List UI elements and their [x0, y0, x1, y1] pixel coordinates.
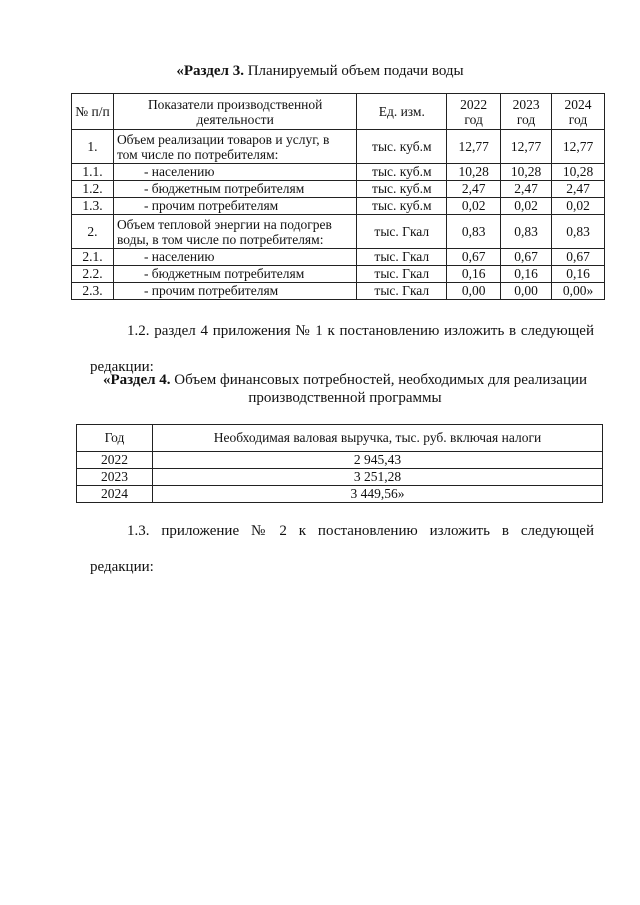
row-name: - бюджетным потребителям — [113, 181, 356, 198]
section3-title-text: Планируемый объем подачи воды — [243, 63, 464, 79]
row-2022: 0,16 — [447, 266, 501, 283]
financial-needs-table — [76, 424, 603, 503]
row-revenue: 2 945,43 — [153, 452, 603, 469]
header-2023: 2023 год — [501, 94, 552, 130]
row-num: 1.3. — [72, 198, 114, 215]
row-name: Объем реализации товаров и услуг, в том числе по потребителям: — [113, 130, 356, 164]
table-row — [72, 266, 605, 283]
table-row — [72, 130, 605, 164]
row-2024: 0,02 — [552, 198, 605, 215]
row-name: - прочим потребителям — [113, 198, 356, 215]
table-row — [77, 452, 603, 469]
section3-prefix: «Раздел 3. — [176, 63, 244, 79]
row-2024: 0,83 — [552, 215, 605, 249]
row-num: 1.2. — [72, 181, 114, 198]
section3-title — [0, 63, 640, 80]
row-name: - бюджетным потребителям — [113, 266, 356, 283]
row-unit: тыс. Гкал — [357, 266, 447, 283]
row-2022: 12,77 — [447, 130, 501, 164]
row-num: 2. — [72, 215, 114, 249]
row-2023: 10,28 — [501, 164, 552, 181]
row-num: 2.1. — [72, 249, 114, 266]
row-unit: тыс. Гкал — [357, 249, 447, 266]
row-unit: тыс. куб.м — [357, 181, 447, 198]
row-unit: тыс. Гкал — [357, 283, 447, 300]
section4-title-text: Объем финансовых потребностей, необходимых для реализации производственной программы — [170, 372, 588, 406]
row-num: 2.3. — [72, 283, 114, 300]
row-num: 2.2. — [72, 266, 114, 283]
row-unit: тыс. куб.м — [357, 130, 447, 164]
header-indicator: Показатели производственной деятельности — [113, 94, 356, 130]
row-revenue: 3 251,28 — [153, 469, 603, 486]
row-num: 1.1. — [72, 164, 114, 181]
row-unit: тыс. Гкал — [357, 215, 447, 249]
water-supply-table — [71, 93, 605, 300]
row-2023: 0,02 — [501, 198, 552, 215]
row-2024: 0,67 — [552, 249, 605, 266]
header-2024: 2024 год — [552, 94, 605, 130]
row-2024: 0,00» — [552, 283, 605, 300]
row-unit: тыс. куб.м — [357, 198, 447, 215]
row-2022: 0,00 — [447, 283, 501, 300]
row-2022: 0,83 — [447, 215, 501, 249]
row-2023: 0,16 — [501, 266, 552, 283]
row-2023: 0,67 — [501, 249, 552, 266]
row-2023: 2,47 — [501, 181, 552, 198]
table-row — [72, 215, 605, 249]
row-name: - населению — [113, 249, 356, 266]
header-num: № п/п — [72, 94, 114, 130]
table-row — [77, 486, 603, 503]
paragraph-1-3 — [90, 522, 594, 576]
paragraph-1-2-line2: редакции: — [90, 359, 154, 375]
row-name: - прочим потребителям — [113, 283, 356, 300]
table-row — [72, 283, 605, 300]
paragraph-1-2 — [90, 322, 594, 376]
header-unit: Ед. изм. — [357, 94, 447, 130]
row-2024: 12,77 — [552, 130, 605, 164]
row-year: 2024 — [77, 486, 153, 503]
row-revenue: 3 449,56» — [153, 486, 603, 503]
row-2022: 0,02 — [447, 198, 501, 215]
paragraph-1-3-line2: редакции: — [90, 559, 154, 575]
row-2024: 0,16 — [552, 266, 605, 283]
row-name: - населению — [113, 164, 356, 181]
header-2022: 2022 год — [447, 94, 501, 130]
table-row — [72, 198, 605, 215]
table-header-row — [72, 94, 605, 130]
row-year: 2022 — [77, 452, 153, 469]
row-year: 2023 — [77, 469, 153, 486]
row-num: 1. — [72, 130, 114, 164]
header-year: Год — [77, 425, 153, 452]
table-row — [72, 249, 605, 266]
row-2024: 2,47 — [552, 181, 605, 198]
paragraph-1-2-line1: 1.2. раздел 4 приложения № 1 к постановлению изложить в следующей — [127, 323, 594, 339]
header-revenue: Необходимая валовая выручка, тыс. руб. включая налоги — [153, 425, 603, 452]
row-2023: 12,77 — [501, 130, 552, 164]
table-row — [72, 181, 605, 198]
row-2022: 2,47 — [447, 181, 501, 198]
table-row — [77, 469, 603, 486]
section4-prefix: «Раздел 4. — [102, 372, 171, 388]
table-row — [72, 164, 605, 181]
row-2022: 10,28 — [447, 164, 501, 181]
row-2023: 0,00 — [501, 283, 552, 300]
table-header-row — [77, 425, 603, 452]
row-2022: 0,67 — [447, 249, 501, 266]
row-unit: тыс. куб.м — [357, 164, 447, 181]
paragraph-1-3-line1: 1.3. приложение № 2 к постановлению изложить в следующей — [127, 523, 594, 539]
row-2024: 10,28 — [552, 164, 605, 181]
section4-title — [90, 371, 600, 407]
row-name: Объем тепловой энергии на подогрев воды, в том числе по потребителям: — [113, 215, 356, 249]
row-2023: 0,83 — [501, 215, 552, 249]
